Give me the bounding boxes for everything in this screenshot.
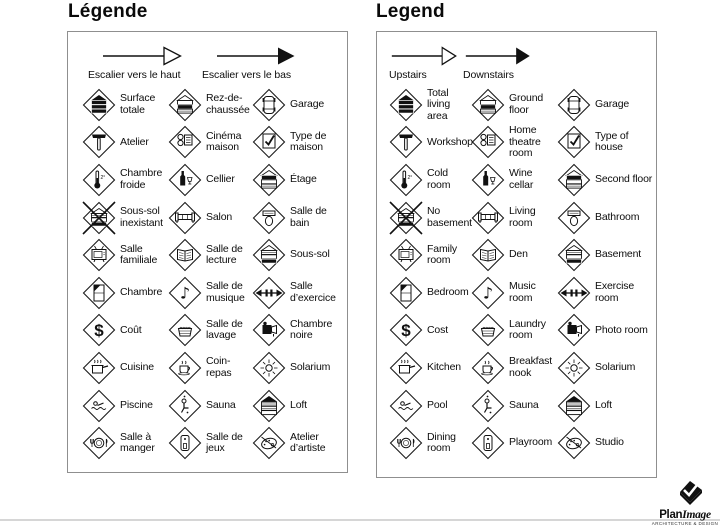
den-icon (167, 237, 203, 273)
legend-item (556, 387, 656, 425)
workshop-icon (388, 124, 424, 160)
legend-item-label: Chambre froide (120, 167, 163, 191)
legend-item-label: Basement (595, 248, 642, 261)
legend-item (251, 349, 347, 387)
legend-item (251, 236, 347, 274)
outline-arrow-icon (102, 46, 182, 66)
wine-cellar-icon (167, 162, 203, 198)
legend-item (388, 199, 470, 237)
legend-item-label: Étage (290, 173, 317, 186)
legend-item (556, 199, 656, 237)
legend-item-label: Salle à manger (120, 430, 155, 455)
legend-item-label: Cold room (427, 167, 451, 191)
artist-studio-icon (251, 425, 287, 461)
breakfast-nook-icon (167, 350, 203, 386)
legend-item-label: Cinéma maison (206, 129, 242, 154)
logo-tagline: ARCHITECTURE & DESIGN (651, 521, 719, 526)
legend-item-label: Second floor (595, 173, 653, 186)
svg-text:$: $ (94, 321, 104, 341)
legend-item-label: Music room (509, 280, 536, 304)
legend-item (251, 199, 347, 237)
legend-item (251, 274, 347, 312)
laundry-room-icon (470, 312, 506, 348)
legend-item (388, 236, 470, 274)
no-basement-icon (388, 200, 424, 236)
legend-item (81, 161, 167, 199)
legend-item-label: Kitchen (427, 361, 461, 374)
legend-item-label: Chambre (120, 286, 163, 299)
legend-item (81, 86, 167, 124)
sauna-icon (167, 388, 203, 424)
photo-room-icon (251, 312, 287, 348)
laundry-room-icon (167, 312, 203, 348)
legend-item-label: Rez-de-chaussée (206, 92, 250, 116)
page-bottom-rule (0, 519, 720, 521)
garage-icon (251, 87, 287, 123)
legend-item-label: Salle de lecture (206, 242, 243, 267)
legend-item (167, 86, 251, 124)
legend-item (470, 387, 556, 425)
legend-item-label: Type of house (595, 129, 629, 154)
type-of-house-icon (251, 124, 287, 160)
svg-text:♪: ♪ (482, 283, 494, 303)
garage-icon (556, 87, 592, 123)
legend-grid (377, 86, 656, 462)
loft-icon (251, 388, 287, 424)
legend-item-label: Sous-sol inexistant (120, 205, 163, 229)
legend-item-label: Type de maison (290, 129, 327, 154)
legend-item (81, 236, 167, 274)
legend-item (167, 312, 251, 350)
upstairs-arrow (389, 46, 457, 81)
legend-item-label: Coût (120, 323, 142, 336)
legend-item-label: Surface totale (120, 92, 156, 116)
legend-item-label: Piscine (120, 398, 153, 411)
ground-floor-icon (470, 87, 506, 123)
legend-item-label: Bathroom (595, 210, 640, 223)
pool-icon (388, 388, 424, 424)
bedroom-icon (388, 275, 424, 311)
loft-icon (556, 388, 592, 424)
dining-room-icon (388, 425, 424, 461)
den-icon (470, 237, 506, 273)
legend-item-label: Garage (290, 98, 325, 111)
legend-item (470, 124, 556, 162)
filled-arrow-icon (216, 46, 296, 66)
second-floor-icon (556, 162, 592, 198)
legend-item-label: Wine cellar (509, 167, 534, 191)
arrow-label: Escalier vers le haut (88, 69, 181, 81)
legend-item-label: Dining room (427, 430, 456, 455)
legend-item (388, 274, 470, 312)
stair-arrows (88, 46, 347, 81)
legend-item-label: Exercise room (595, 280, 635, 304)
cost-icon (388, 312, 424, 348)
basement-icon (251, 237, 287, 273)
legend-item (388, 312, 470, 350)
legend-item (251, 387, 347, 425)
legend-item (470, 236, 556, 274)
svg-text:2°: 2° (407, 174, 413, 181)
ground-floor-icon (167, 87, 203, 123)
legend-item-label: Playroom (509, 436, 553, 449)
legend-panel (376, 31, 657, 478)
downstairs-arrow (202, 46, 296, 81)
dining-room-icon (81, 425, 117, 461)
legend-item (470, 312, 556, 350)
legend-item (167, 161, 251, 199)
legend-item-label: Photo room (595, 323, 648, 336)
cold-room-icon (81, 162, 117, 198)
legend-item-label: Pool (427, 398, 448, 411)
no-basement-icon (81, 200, 117, 236)
planimage-logo (650, 480, 720, 526)
logo-image-text: Image (682, 509, 711, 521)
legend-item-label: Sous-sol (290, 248, 330, 261)
legend-item-label: Solarium (290, 361, 331, 374)
legend-item (556, 312, 656, 350)
legend-item (167, 424, 251, 462)
legend-item-label: Living room (509, 205, 536, 229)
legend-item (167, 387, 251, 425)
sauna-icon (470, 388, 506, 424)
legend-item (388, 349, 470, 387)
outline-arrow-icon (391, 46, 457, 66)
legend-title: Legend (376, 1, 445, 22)
legend-item (251, 86, 347, 124)
bathroom-icon (251, 200, 287, 236)
legend-item (556, 424, 656, 462)
legend-item-label: Ground floor (509, 92, 544, 116)
home-theatre-icon (470, 124, 506, 160)
legend-item-label: Solarium (595, 361, 636, 374)
legend-item-label: Studio (595, 436, 624, 449)
legend-item-label: Home theatre room (509, 124, 541, 160)
legend-item (167, 124, 251, 162)
legend-item (556, 124, 656, 162)
legend-item-label: Family room (427, 242, 458, 267)
solarium-icon (556, 350, 592, 386)
legend-item (556, 349, 656, 387)
workshop-icon (81, 124, 117, 160)
bedroom-icon (81, 275, 117, 311)
legend-item-label: Coin-repas (206, 355, 232, 379)
exercise-room-icon (251, 275, 287, 311)
wine-cellar-icon (470, 162, 506, 198)
breakfast-nook-icon (470, 350, 506, 386)
music-room-icon (470, 275, 506, 311)
legend-item-label: Garage (595, 98, 630, 111)
legend-item-label: Salle de lavage (206, 317, 243, 342)
legend-item (81, 199, 167, 237)
legend-item (81, 312, 167, 350)
legend-item (251, 161, 347, 199)
legend-item (167, 199, 251, 237)
legend-item-label: Sauna (509, 398, 539, 411)
svg-text:$: $ (401, 321, 411, 341)
solarium-icon (251, 350, 287, 386)
legend-item (470, 161, 556, 199)
second-floor-icon (251, 162, 287, 198)
legend-item-label: Sauna (206, 398, 236, 411)
family-room-icon (81, 237, 117, 273)
legend-item-label: Laundry room (509, 317, 546, 342)
playroom-icon (167, 425, 203, 461)
kitchen-icon (81, 350, 117, 386)
legend-item (470, 274, 556, 312)
legend-item (251, 424, 347, 462)
family-room-icon (388, 237, 424, 273)
legend-item (251, 312, 347, 350)
legend-item (167, 236, 251, 274)
legend-item-label: Loft (595, 398, 612, 411)
legend-item-label: Salle de musique (206, 280, 245, 304)
legend-item (556, 274, 656, 312)
legend-item-label: Salon (206, 210, 233, 223)
legend-item (251, 124, 347, 162)
legend-item (388, 161, 470, 199)
legend-item (388, 387, 470, 425)
legend-item (81, 387, 167, 425)
legend-item (470, 349, 556, 387)
svg-text:♪: ♪ (179, 283, 191, 303)
legend-item (81, 424, 167, 462)
legend-item-label: Breakfast nook (509, 355, 553, 379)
living-room-icon (167, 200, 203, 236)
photo-room-icon (556, 312, 592, 348)
living-room-icon (470, 200, 506, 236)
legend-item (556, 236, 656, 274)
legend-item (167, 349, 251, 387)
legend-item (556, 86, 656, 124)
svg-text:2°: 2° (100, 174, 106, 181)
cold-room-icon (388, 162, 424, 198)
legend-item-label: Salle familiale (120, 242, 158, 267)
cost-icon (81, 312, 117, 348)
legende-title: Légende (68, 1, 148, 22)
basement-icon (556, 237, 592, 273)
total-living-area-icon (388, 87, 424, 123)
legend-item (81, 349, 167, 387)
downstairs-arrow (463, 46, 531, 81)
legend-item-label: Cuisine (120, 361, 154, 374)
type-of-house-icon (556, 124, 592, 160)
legend-item (167, 274, 251, 312)
legend-item-label: Total living area (427, 86, 451, 122)
legend-item (470, 86, 556, 124)
stair-arrows (389, 46, 656, 81)
exercise-room-icon (556, 275, 592, 311)
legende-panel (67, 31, 348, 473)
legend-item (388, 86, 470, 124)
playroom-icon (470, 425, 506, 461)
arrow-label: Downstairs (463, 69, 514, 81)
legend-grid (68, 86, 347, 462)
legend-item (81, 124, 167, 162)
studio-icon (556, 425, 592, 461)
legend-item-label: Cellier (206, 173, 235, 186)
legend-item-label: Cost (427, 323, 448, 336)
pool-icon (81, 388, 117, 424)
logo-plan-text: Plan (659, 509, 683, 521)
legend-item (388, 124, 473, 162)
legend-item-label: Chambre noire (290, 317, 333, 342)
legend-item (388, 424, 470, 462)
planimage-logo-name (650, 510, 720, 520)
kitchen-icon (388, 350, 424, 386)
filled-arrow-icon (465, 46, 531, 66)
music-room-icon (167, 275, 203, 311)
arrow-label: Upstairs (389, 69, 427, 81)
legend-item-label: Salle de jeux (206, 430, 243, 455)
legend-item-label: Loft (290, 398, 307, 411)
bathroom-icon (556, 200, 592, 236)
upstairs-arrow (88, 46, 182, 81)
planimage-logo-mark-icon (675, 480, 705, 505)
arrow-label: Escalier vers le bas (202, 69, 292, 81)
legend-item-label: Bedroom (427, 286, 469, 299)
legend-item (556, 161, 656, 199)
legend-item-label: Atelier (120, 135, 149, 148)
legend-item-label: No basement (427, 205, 472, 229)
legend-item-label: Salle d’exercice (290, 280, 336, 304)
legend-item-label: Workshop (427, 135, 473, 148)
legend-item (470, 424, 556, 462)
legend-item-label: Salle de bain (290, 205, 327, 229)
legend-item (470, 199, 556, 237)
total-living-area-icon (81, 87, 117, 123)
home-theatre-icon (167, 124, 203, 160)
legend-item (81, 274, 167, 312)
legend-item-label: Den (509, 248, 528, 261)
legend-item-label: Atelier d’artiste (290, 430, 326, 455)
